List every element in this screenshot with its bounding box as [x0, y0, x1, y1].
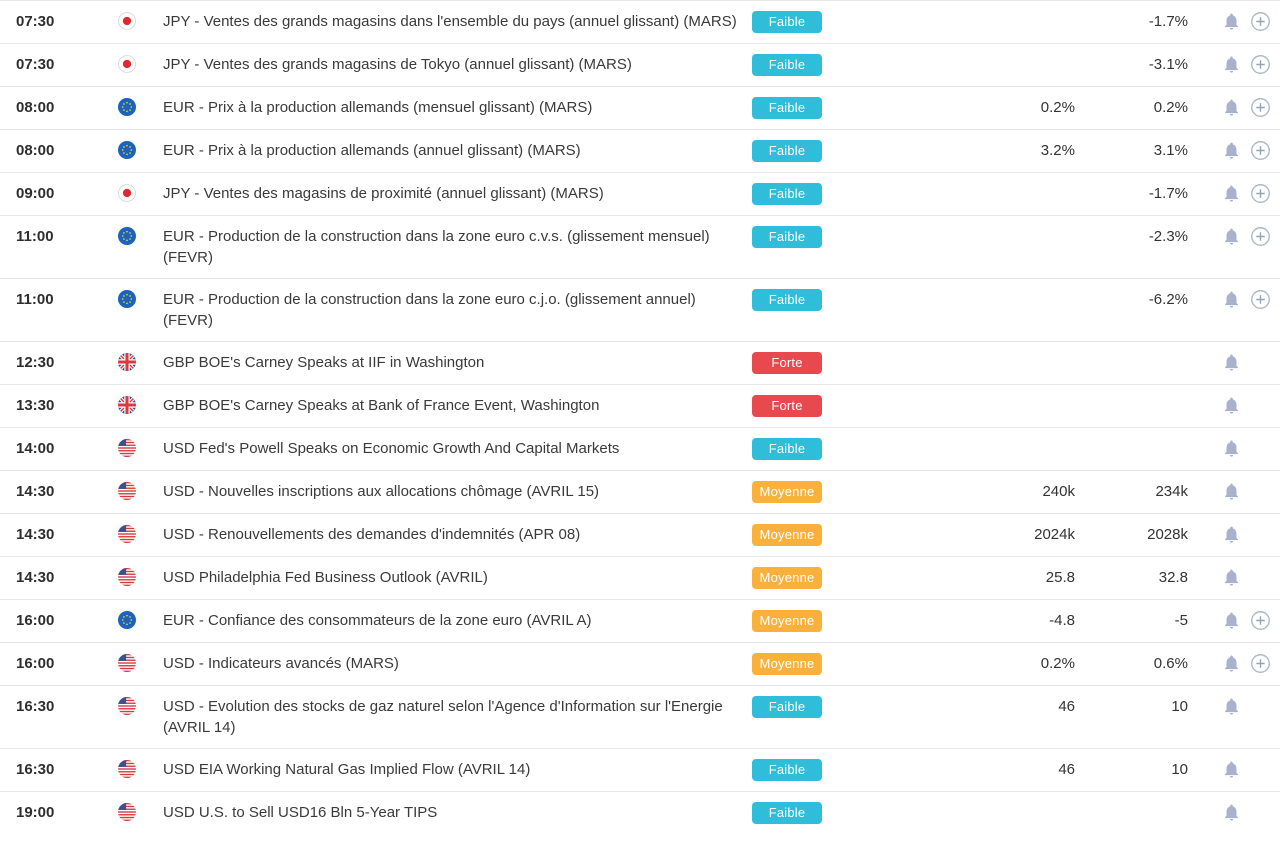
- event-row[interactable]: [0, 556, 1280, 599]
- bell-icon[interactable]: [1222, 610, 1241, 631]
- previous-value: -2.3%: [1148, 228, 1188, 245]
- importance-badge: Faible: [752, 289, 822, 311]
- event-time: 13:30: [16, 397, 55, 414]
- event-time: 16:30: [16, 698, 55, 715]
- event-time: 14:00: [16, 440, 55, 457]
- event-row[interactable]: [0, 43, 1280, 86]
- importance-badge: Faible: [752, 759, 822, 781]
- event-title: EUR - Production de la construction dans la zone euro c.j.o. (glissement annuel) (FEVR): [163, 291, 696, 329]
- event-title: USD Philadelphia Fed Business Outlook (AVRIL): [163, 569, 488, 586]
- event-title: EUR - Production de la construction dans la zone euro c.v.s. (glissement mensuel) (FEVR): [163, 228, 710, 266]
- importance-badge: Faible: [752, 696, 822, 718]
- european-union-flag-icon: [118, 611, 136, 629]
- united-states-flag-icon: [118, 439, 136, 457]
- event-title: EUR - Prix à la production allemands (annuel glissant) (MARS): [163, 142, 581, 159]
- bell-icon[interactable]: [1222, 289, 1241, 310]
- importance-badge: Moyenne: [752, 524, 822, 546]
- event-time: 14:30: [16, 569, 55, 586]
- bell-icon[interactable]: [1222, 11, 1241, 32]
- bell-icon[interactable]: [1222, 140, 1241, 161]
- bell-icon[interactable]: [1222, 759, 1241, 780]
- united-kingdom-flag-icon: [118, 396, 136, 414]
- event-row[interactable]: [0, 427, 1280, 470]
- forecast-value: 0.2%: [1040, 99, 1075, 116]
- event-title: USD U.S. to Sell USD16 Bln 5-Year TIPS: [163, 804, 438, 821]
- forecast-value: 2024k: [1034, 526, 1075, 543]
- importance-badge: Faible: [752, 438, 822, 460]
- european-union-flag-icon: [118, 141, 136, 159]
- event-row[interactable]: [0, 215, 1280, 278]
- importance-badge: Forte: [752, 352, 822, 374]
- bell-icon[interactable]: [1222, 97, 1241, 118]
- add-to-portfolio-icon[interactable]: [1250, 289, 1271, 310]
- importance-badge: Faible: [752, 140, 822, 162]
- event-time: 09:00: [16, 185, 55, 202]
- event-time: 07:30: [16, 56, 55, 73]
- event-row[interactable]: [0, 278, 1280, 341]
- event-title: GBP BOE's Carney Speaks at Bank of France Event, Washington: [163, 397, 600, 414]
- previous-value: -1.7%: [1148, 185, 1188, 202]
- event-time: 08:00: [16, 99, 55, 116]
- previous-value: 32.8: [1158, 569, 1188, 586]
- previous-value: 10: [1171, 698, 1188, 715]
- event-time: 14:30: [16, 483, 55, 500]
- european-union-flag-icon: [118, 227, 136, 245]
- previous-value: -6.2%: [1148, 291, 1188, 308]
- importance-badge: Moyenne: [752, 610, 822, 632]
- event-row[interactable]: [0, 0, 1280, 43]
- previous-value: 10: [1171, 761, 1188, 778]
- event-row[interactable]: [0, 599, 1280, 642]
- event-row[interactable]: [0, 642, 1280, 685]
- united-states-flag-icon: [118, 803, 136, 821]
- importance-badge: Faible: [752, 97, 822, 119]
- previous-value: 234k: [1155, 483, 1188, 500]
- united-states-flag-icon: [118, 525, 136, 543]
- bell-icon[interactable]: [1222, 183, 1241, 204]
- add-to-portfolio-icon[interactable]: [1250, 226, 1271, 247]
- united-kingdom-flag-icon: [118, 353, 136, 371]
- event-row[interactable]: [0, 384, 1280, 427]
- event-row[interactable]: [0, 470, 1280, 513]
- united-states-flag-icon: [118, 760, 136, 778]
- forecast-value: 46: [1058, 698, 1075, 715]
- event-row[interactable]: [0, 86, 1280, 129]
- previous-value: -5: [1174, 612, 1188, 629]
- previous-value: 0.6%: [1153, 655, 1188, 672]
- add-to-portfolio-icon[interactable]: [1250, 183, 1271, 204]
- bell-icon[interactable]: [1222, 696, 1241, 717]
- importance-badge: Faible: [752, 54, 822, 76]
- event-row[interactable]: [0, 685, 1280, 748]
- event-time: 16:00: [16, 612, 55, 629]
- add-to-portfolio-icon[interactable]: [1250, 140, 1271, 161]
- japan-flag-icon: [118, 55, 136, 73]
- bell-icon[interactable]: [1222, 653, 1241, 674]
- importance-badge: Moyenne: [752, 653, 822, 675]
- event-title: USD Fed's Powell Speaks on Economic Growth And Capital Markets: [163, 440, 620, 457]
- event-time: 08:00: [16, 142, 55, 159]
- united-states-flag-icon: [118, 697, 136, 715]
- forecast-value: 3.2%: [1040, 142, 1075, 159]
- event-time: 07:30: [16, 13, 55, 30]
- event-time: 19:00: [16, 804, 55, 821]
- event-time: 11:00: [16, 291, 54, 308]
- event-title: USD - Nouvelles inscriptions aux allocations chômage (AVRIL 15): [163, 483, 600, 500]
- importance-badge: Moyenne: [752, 567, 822, 589]
- european-union-flag-icon: [118, 290, 136, 308]
- event-time: 12:30: [16, 354, 55, 371]
- event-time: 16:00: [16, 655, 55, 672]
- forecast-value: 46: [1058, 761, 1075, 778]
- event-row[interactable]: [0, 748, 1280, 791]
- bell-icon[interactable]: [1222, 481, 1241, 502]
- japan-flag-icon: [118, 12, 136, 30]
- event-title: JPY - Ventes des grands magasins de Tokyo (annuel glissant) (MARS): [163, 56, 632, 73]
- previous-value: -1.7%: [1148, 13, 1188, 30]
- event-row[interactable]: [0, 341, 1280, 384]
- importance-badge: Forte: [752, 395, 822, 417]
- event-row[interactable]: [0, 791, 1280, 834]
- previous-value: -3.1%: [1148, 56, 1188, 73]
- bell-icon[interactable]: [1222, 352, 1241, 373]
- bell-icon[interactable]: [1222, 567, 1241, 588]
- bell-icon[interactable]: [1222, 438, 1241, 459]
- event-title: USD - Renouvellements des demandes d'indemnités (APR 08): [163, 526, 581, 543]
- importance-badge: Faible: [752, 11, 822, 33]
- event-title: EUR - Confiance des consommateurs de la zone euro (AVRIL A): [163, 612, 592, 629]
- forecast-value: -4.8: [1049, 612, 1075, 629]
- event-time: 11:00: [16, 228, 54, 245]
- importance-badge: Faible: [752, 226, 822, 248]
- event-title: GBP BOE's Carney Speaks at IIF in Washington: [163, 354, 485, 371]
- forecast-value: 240k: [1042, 483, 1075, 500]
- event-time: 14:30: [16, 526, 55, 543]
- event-title: EUR - Prix à la production allemands (mensuel glissant) (MARS): [163, 99, 593, 116]
- united-states-flag-icon: [118, 568, 136, 586]
- bell-icon[interactable]: [1222, 524, 1241, 545]
- bell-icon[interactable]: [1222, 802, 1241, 823]
- add-to-portfolio-icon[interactable]: [1250, 11, 1271, 32]
- previous-value: 0.2%: [1153, 99, 1188, 116]
- event-row[interactable]: [0, 172, 1280, 215]
- add-to-portfolio-icon[interactable]: [1250, 54, 1271, 75]
- add-to-portfolio-icon[interactable]: [1250, 653, 1271, 674]
- importance-badge: Faible: [752, 802, 822, 824]
- event-title: USD - Indicateurs avancés (MARS): [163, 655, 399, 672]
- japan-flag-icon: [118, 184, 136, 202]
- forecast-value: 25.8: [1045, 569, 1075, 586]
- add-to-portfolio-icon[interactable]: [1250, 97, 1271, 118]
- event-title: USD - Evolution des stocks de gaz naturel selon l'Agence d'Information sur l'Energie (AVRIL 14): [163, 698, 723, 736]
- event-title: JPY - Ventes des magasins de proximité (annuel glissant) (MARS): [163, 185, 604, 202]
- importance-badge: Faible: [752, 183, 822, 205]
- bell-icon[interactable]: [1222, 54, 1241, 75]
- united-states-flag-icon: [118, 482, 136, 500]
- event-time: 16:30: [16, 761, 55, 778]
- forecast-value: 0.2%: [1040, 655, 1075, 672]
- event-title: USD EIA Working Natural Gas Implied Flow (AVRIL 14): [163, 761, 531, 778]
- event-row[interactable]: [0, 513, 1280, 556]
- bell-icon[interactable]: [1222, 226, 1241, 247]
- add-to-portfolio-icon[interactable]: [1250, 610, 1271, 631]
- previous-value: 2028k: [1147, 526, 1188, 543]
- importance-badge: Moyenne: [752, 481, 822, 503]
- european-union-flag-icon: [118, 98, 136, 116]
- event-row[interactable]: [0, 129, 1280, 172]
- previous-value: 3.1%: [1153, 142, 1188, 159]
- bell-icon[interactable]: [1222, 395, 1241, 416]
- event-title: JPY - Ventes des grands magasins dans l'ensemble du pays (annuel glissant) (MARS): [163, 13, 737, 30]
- united-states-flag-icon: [118, 654, 136, 672]
